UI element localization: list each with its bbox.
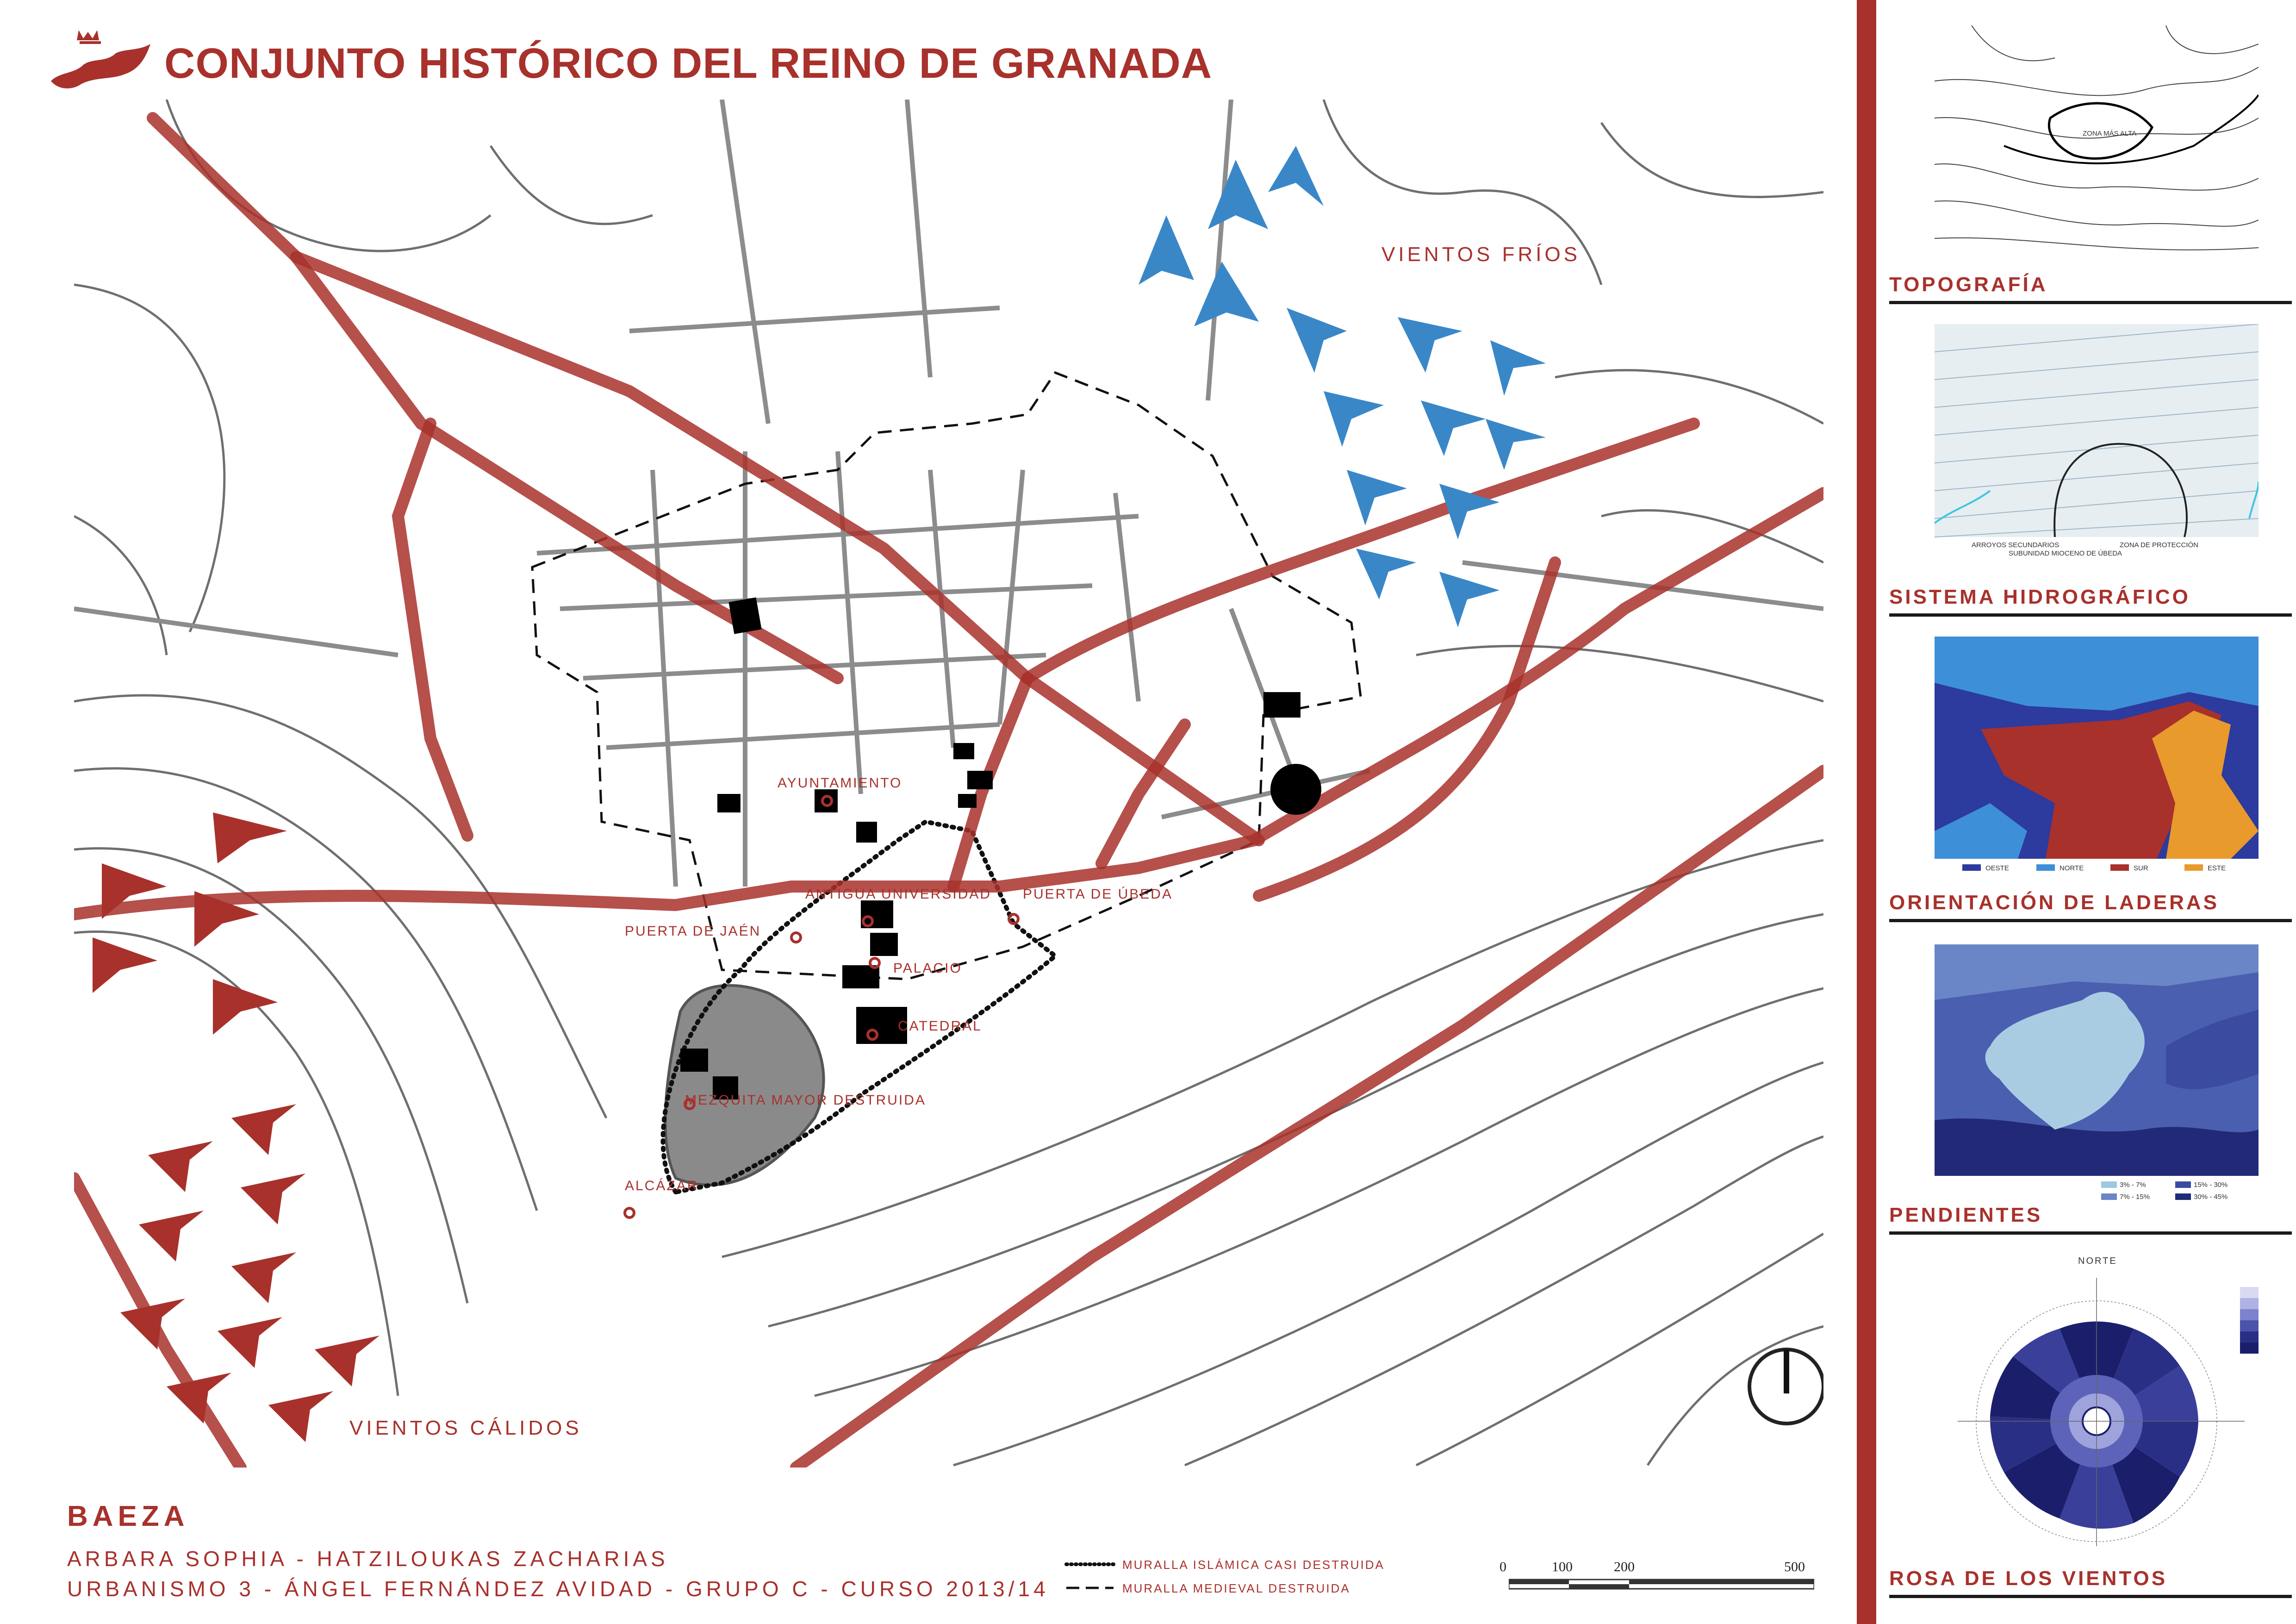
panel-rule: [1889, 301, 2292, 304]
pendientes-legend: [2101, 1181, 2228, 1201]
cold-winds-label: VIENTOS FRÍOS: [1381, 243, 1581, 266]
label-puerta-ubeda: PUERTA DE ÚBEDA: [1023, 887, 1173, 902]
orientacion-legend-norte: NORTE: [2060, 864, 2084, 872]
label-puerta-jaen: PUERTA DE JAÉN: [625, 924, 761, 939]
label-antigua-universidad: ANTIGUA UNIVERSIDAD: [805, 887, 992, 902]
orientacion-legend-sur: SUR: [2134, 864, 2148, 872]
label-catedral: CATEDRAL: [898, 1018, 982, 1034]
panel-title-pendientes: PENDIENTES: [1889, 1204, 2043, 1226]
hidrografico-thumbnail: [1935, 324, 2259, 556]
map-canvas: [74, 100, 1823, 1468]
authors: ARBARA SOPHIA - HATZILOUKAS ZACHARIAS: [67, 1547, 669, 1571]
city-name: BAEZA: [67, 1500, 189, 1532]
panel-title-orientacion: ORIENTACIÓN DE LADERAS: [1889, 891, 2219, 914]
orientacion-legend: [1962, 864, 2226, 872]
scale-tick-200: 200: [1614, 1559, 1635, 1574]
warm-winds-label: VIENTOS CÁLIDOS: [349, 1417, 582, 1439]
scale-tick-500: 500: [1784, 1559, 1805, 1574]
scale-bar: [1509, 1579, 1814, 1591]
pendientes-thumbnail: [1935, 944, 2259, 1204]
orientacion-thumbnail: [1935, 637, 2259, 873]
pendientes-legend-4: 30% - 45%: [2194, 1193, 2228, 1201]
page-title: CONJUNTO HISTÓRICO DEL REINO DE GRANADA: [164, 40, 1213, 87]
panel-title-topografia: TOPOGRAFÍA: [1889, 273, 2048, 296]
orientacion-legend-oeste: OESTE: [1985, 864, 2009, 872]
islamic-wall-legend-line: [1064, 1561, 1115, 1568]
label-palacio: PALACIO: [893, 961, 962, 976]
legend-islamic-wall: MURALLA ISLÁMICA CASI DESTRUIDA: [1122, 1558, 1385, 1572]
medieval-wall-legend-line: [1064, 1585, 1115, 1591]
hidro-legend-3: SUBUNIDAD MIOCENO DE ÚBEDA: [2009, 550, 2122, 556]
label-ayuntamiento: AYUNTAMIENTO: [778, 775, 902, 791]
sidebar-divider: [1857, 0, 1876, 1624]
pendientes-legend-3: 15% - 30%: [2194, 1181, 2228, 1189]
rosa-vientos-thumbnail: [1921, 1250, 2272, 1546]
topografia-zone-label: ZONA MÁS ALTA: [2083, 130, 2137, 137]
panel-title-rosa: ROSA DE LOS VIENTOS: [1889, 1567, 2168, 1590]
baeza-map: [74, 100, 1823, 1468]
andalucia-logo-icon: [46, 25, 157, 95]
panel-rule: [1889, 1595, 2292, 1598]
legend-medieval-wall: MURALLA MEDIEVAL DESTRUIDA: [1122, 1581, 1350, 1595]
panel-rule: [1889, 919, 2292, 922]
panel-title-hidrografico: SISTEMA HIDROGRÁFICO: [1889, 586, 2190, 608]
label-mezquita: MEZQUITA MAYOR DESTRUIDA: [685, 1093, 926, 1108]
pendientes-legend-2: 7% - 15%: [2120, 1193, 2150, 1201]
rosa-north-label: NORTE: [2078, 1256, 2117, 1266]
scale-tick-100: 100: [1552, 1559, 1573, 1574]
scale-tick-0: 0: [1500, 1559, 1506, 1574]
panel-rule: [1889, 1231, 2292, 1235]
panel-rule: [1889, 613, 2292, 617]
hidro-legend-2: ZONA DE PROTECCIÓN: [2120, 541, 2199, 549]
rosa-scale-legend: [2240, 1287, 2259, 1354]
course-info: URBANISMO 3 - ÁNGEL FERNÁNDEZ AVIDAD - GRUPO C - CURSO 2013/14: [67, 1577, 1049, 1601]
orientacion-legend-este: ESTE: [2208, 864, 2226, 872]
topografia-thumbnail: [1935, 25, 2259, 262]
north-arrow-icon: [1749, 1349, 1823, 1424]
label-alcazar: ALCÁZAR: [625, 1178, 699, 1193]
pendientes-legend-1: 3% - 7%: [2120, 1181, 2146, 1189]
hidro-legend-1: ARROYOS SECUNDARIOS: [1972, 541, 2060, 549]
